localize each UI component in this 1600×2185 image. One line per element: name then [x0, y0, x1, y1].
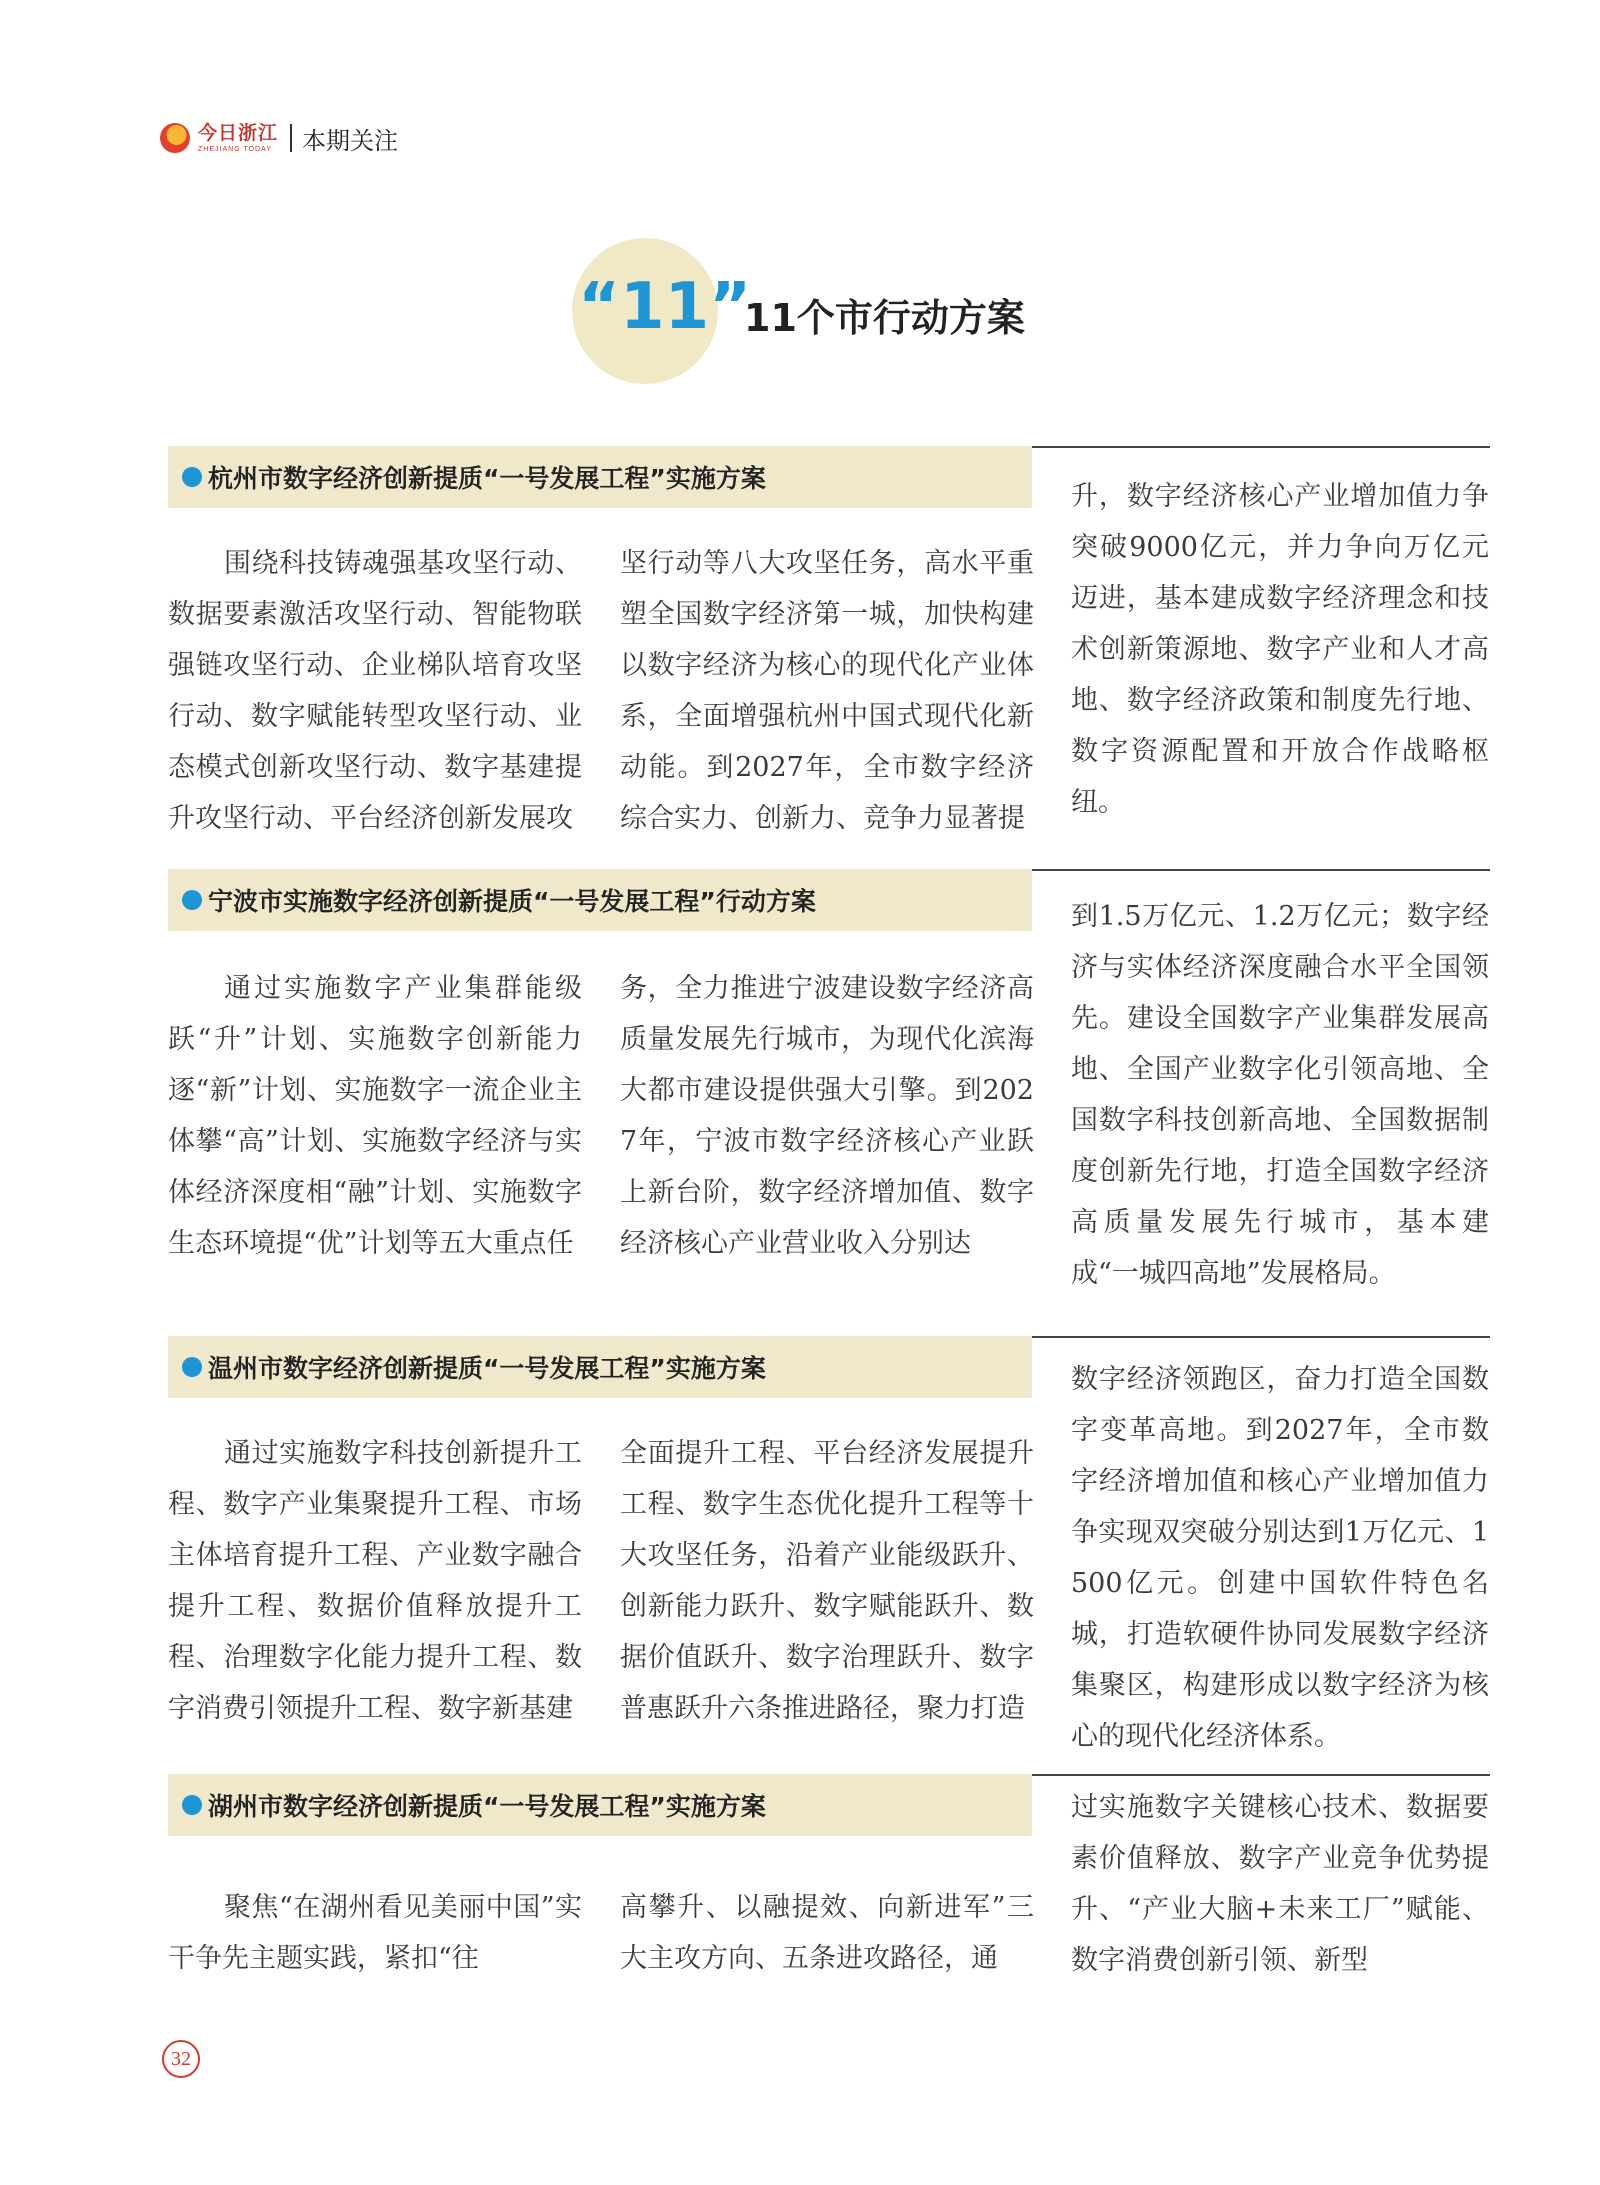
section-column-1: 围绕科技铸魂强基攻坚行动、数据要素激活攻坚行动、智能物联强链攻坚行动、企业梯队培育攻坚行动、数字赋能转型攻坚行动、业态模式创新攻坚行动、数字基建提升攻坚行动、平台经济创新发展攻: [168, 548, 582, 834]
section-column-3: 过实施数字关键核心技术、数据要素价值释放、数字产业竞争优势提升、“产业大脑+未来工厂”赋能、数字消费创新引领、新型: [1071, 1792, 1489, 1976]
section-column-3: 到1.5万亿元、1.2万亿元；数字经济与实体经济深度融合水平全国领先。建设全国数字产业集群发展高地、全国产业数字化引领高地、全国数字科技创新高地、全国数据制度创新先行地，打造全国数字经济高质量发展先行城市，基本建成“一城四高地”发展格局。: [1071, 901, 1489, 1289]
header-divider: [290, 124, 292, 152]
section-column-2: 全面提升工程、平台经济发展提升工程、数字生态优化提升工程等十大攻坚任务，沿着产业能级跃升、创新能力跃升、数字赋能跃升、数据价值跃升、数字治理跃升、数字普惠跃升六条推进路径，聚力打造: [620, 1438, 1034, 1724]
page-title: 11个市行动方案: [744, 296, 1025, 340]
title-number: “11”: [578, 270, 752, 344]
page-header: [160, 118, 398, 158]
section-title: 温州市数字经济创新提质“一号发展工程”实施方案: [208, 1354, 766, 1383]
section-header-hangzhou: [168, 446, 1032, 508]
bullet-dot-icon: [182, 890, 202, 910]
section-rule: [1032, 446, 1490, 448]
section-column-2: 高攀升、以融提效、向新进军”三大主攻方向、五条进攻路径，通: [620, 1892, 1034, 1974]
section-header-wenzhou: [168, 1336, 1032, 1398]
sun-logo-icon: [160, 123, 190, 153]
section-title: 宁波市实施数字经济创新提质“一号发展工程”行动方案: [208, 887, 816, 916]
section-rule: [1032, 1336, 1490, 1338]
section-name: 本期关注: [302, 126, 399, 155]
section-rule: [1032, 1774, 1490, 1776]
bullet-dot-icon: [182, 1357, 202, 1377]
section-column-1: 聚焦“在湖州看见美丽中国”实干争先主题实践，紧扣“往: [168, 1892, 582, 1974]
section-column-1: 通过实施数字科技创新提升工程、数字产业集聚提升工程、市场主体培育提升工程、产业数字融合提升工程、数据价值释放提升工程、治理数字化能力提升工程、数字消费引领提升工程、数字新基建: [168, 1438, 582, 1724]
bullet-dot-icon: [182, 1795, 202, 1815]
section-column-3: 数字经济领跑区，奋力打造全国数字变革高地。到2027年，全市数字经济增加值和核心产业增加值力争实现双突破分别达到1万亿元、1500亿元。创建中国软件特色名城，打造软硬件协同发展数字经济集聚区，构建形成以数字经济为核心的现代化经济体系。: [1071, 1364, 1489, 1752]
section-header-huzhou: [168, 1774, 1032, 1836]
section-title: 湖州市数字经济创新提质“一号发展工程”实施方案: [208, 1792, 766, 1821]
section-column-3: 升，数字经济核心产业增加值力争突破9000亿元，并力争向万亿元迈进，基本建成数字经济理念和技术创新策源地、数字产业和人才高地、数字经济政策和制度先行地、数字资源配置和开放合作战略枢纽。: [1071, 481, 1489, 818]
magazine-logo: [198, 121, 279, 153]
section-rule: [1032, 869, 1490, 871]
section-column-2: 务，全力推进宁波建设数字经济高质量发展先行城市，为现代化滨海大都市建设提供强大引擎。到2027年，宁波市数字经济核心产业跃上新台阶，数字经济增加值、数字经济核心产业营业收入分别达: [620, 973, 1034, 1259]
bullet-dot-icon: [182, 467, 202, 487]
section-header-ningbo: [168, 869, 1032, 931]
logo-english: ZHEJIANG TODAY: [198, 145, 272, 153]
logo-chinese: 今日浙江: [198, 121, 279, 144]
section-column-2: 坚行动等八大攻坚任务，高水平重塑全国数字经济第一城，加快构建以数字经济为核心的现代化产业体系，全面增强杭州中国式现代化新动能。到2027年，全市数字经济综合实力、创新力、竞争力显著提: [620, 548, 1034, 834]
section-column-1: 通过实施数字产业集群能级跃“升”计划、实施数字创新能力逐“新”计划、实施数字一流企业主体攀“高”计划、实施数字经济与实体经济深度相“融”计划、实施数字生态环境提“优”计划等五大重点任: [168, 973, 582, 1259]
section-title: 杭州市数字经济创新提质“一号发展工程”实施方案: [208, 464, 766, 493]
page-number: 32: [162, 2040, 200, 2078]
